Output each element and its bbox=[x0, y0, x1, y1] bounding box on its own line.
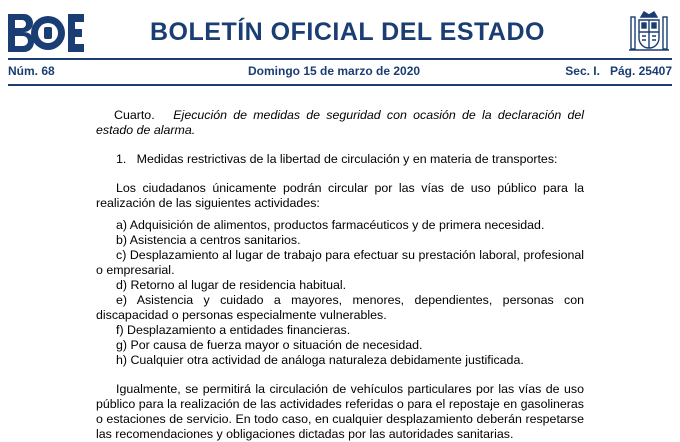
coat-of-arms-icon bbox=[628, 8, 670, 56]
intro-paragraph: Los ciudadanos únicamente podrán circular por las vías de uso público para la realización de las siguientes actividades: bbox=[96, 181, 584, 210]
list-item: b) Asistencia a centros sanitarios. bbox=[116, 233, 301, 247]
issue-number: Núm. 68 bbox=[8, 64, 55, 78]
issue-date: Domingo 15 de marzo de 2020 bbox=[248, 64, 421, 78]
header-top-rule bbox=[8, 58, 672, 60]
article-title: Ejecución de medidas de seguridad con ocasión de la declaración del estado de alarma. bbox=[96, 108, 584, 137]
list-item: c) Desplazamiento al lugar de trabajo para efectuar su prestación laboral, profesional o empresarial. bbox=[96, 248, 584, 277]
list-item: a) Adquisición de alimentos, productos farmacéuticos y de primera necesidad. bbox=[116, 218, 545, 232]
article-body bbox=[96, 108, 584, 442]
closing-paragraph: Igualmente, se permitirá la circulación de vehículos particulares por las vías de uso público para la realización de las actividades referidas o para el repostaje en gasolineras o estaciones de servicio. En todo caso, en cualquier desplazamiento deberán respetarse las recomendaciones y obligaciones dictadas por las autoridades sanitarias. bbox=[96, 382, 584, 441]
article-label: Cuarto. bbox=[114, 108, 155, 122]
list-item: g) Por causa de fuerza mayor o situación de necesidad. bbox=[116, 338, 423, 352]
page-title: BOLETÍN OFICIAL DEL ESTADO bbox=[150, 18, 545, 46]
boe-logo bbox=[8, 14, 84, 52]
list-item: h) Cualquier otra actividad de análoga naturaleza debidamente justificada. bbox=[116, 353, 524, 367]
item-heading: 1. Medidas restrictivas de la libertad de circulación y en materia de transportes: bbox=[116, 152, 558, 166]
page-header bbox=[0, 0, 680, 90]
section-page-text: Sec. I. Pág. 25407 bbox=[565, 64, 672, 78]
list-item: e) Asistencia y cuidado a mayores, menores, dependientes, personas con discapacidad o personas especialmente vulnerables. bbox=[96, 293, 584, 322]
header-bottom-rule bbox=[8, 84, 672, 86]
list-item: d) Retorno al lugar de residencia habitual. bbox=[116, 278, 347, 292]
article-heading bbox=[96, 108, 584, 138]
section-page bbox=[565, 64, 672, 78]
list-item: f) Desplazamiento a entidades financieras. bbox=[116, 323, 351, 337]
